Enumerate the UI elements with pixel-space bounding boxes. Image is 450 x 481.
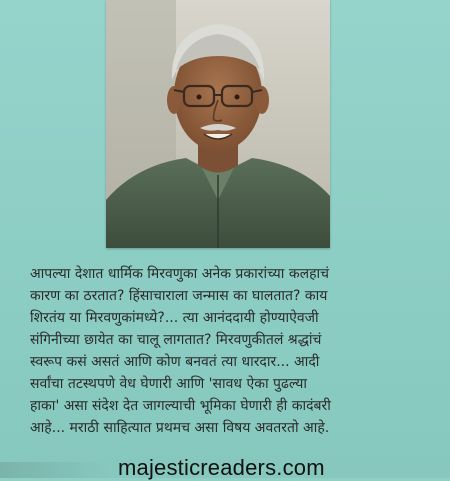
book-blurb	[30, 263, 448, 439]
blurb-line: सर्वांचा तटस्थपणे वेध घेणारी आणि 'सावध ऐका पुढल्या	[30, 376, 308, 392]
blurb-line: शिरतंय या मिरवणुकांमध्ये?... त्या आनंददायी होण्याऐवजी	[30, 310, 319, 326]
blurb-line: कारण का ठरतात? हिंसाचाराला जन्मास का घालतात? काय	[30, 288, 328, 304]
blurb-line: स्वरूप कसं असतं आणि कोण बनवतं त्या धारदार... आदी	[30, 354, 320, 370]
watermark-text: majesticreaders.com	[118, 455, 325, 480]
blurb-line: आहे... मराठी साहित्यात प्रथमच असा विषय अवतरतो आहे.	[30, 420, 330, 436]
blurb-line: हाका' असा संदेश देत जागल्याची भूमिका घेणारी ही कादंबरी	[30, 398, 331, 414]
bottom-edge-smudge	[0, 462, 112, 478]
blurb-line: आपल्या देशात धार्मिक मिरवणुका अनेक प्रकारांच्या कलहाचं	[30, 266, 330, 282]
blurb-line: संगिनीच्या छायेत का चालू लागतात? मिरवणुकीतलं श्रद्धांचं	[30, 332, 322, 348]
author-portrait-image	[106, 0, 330, 248]
author-photo	[106, 0, 330, 248]
